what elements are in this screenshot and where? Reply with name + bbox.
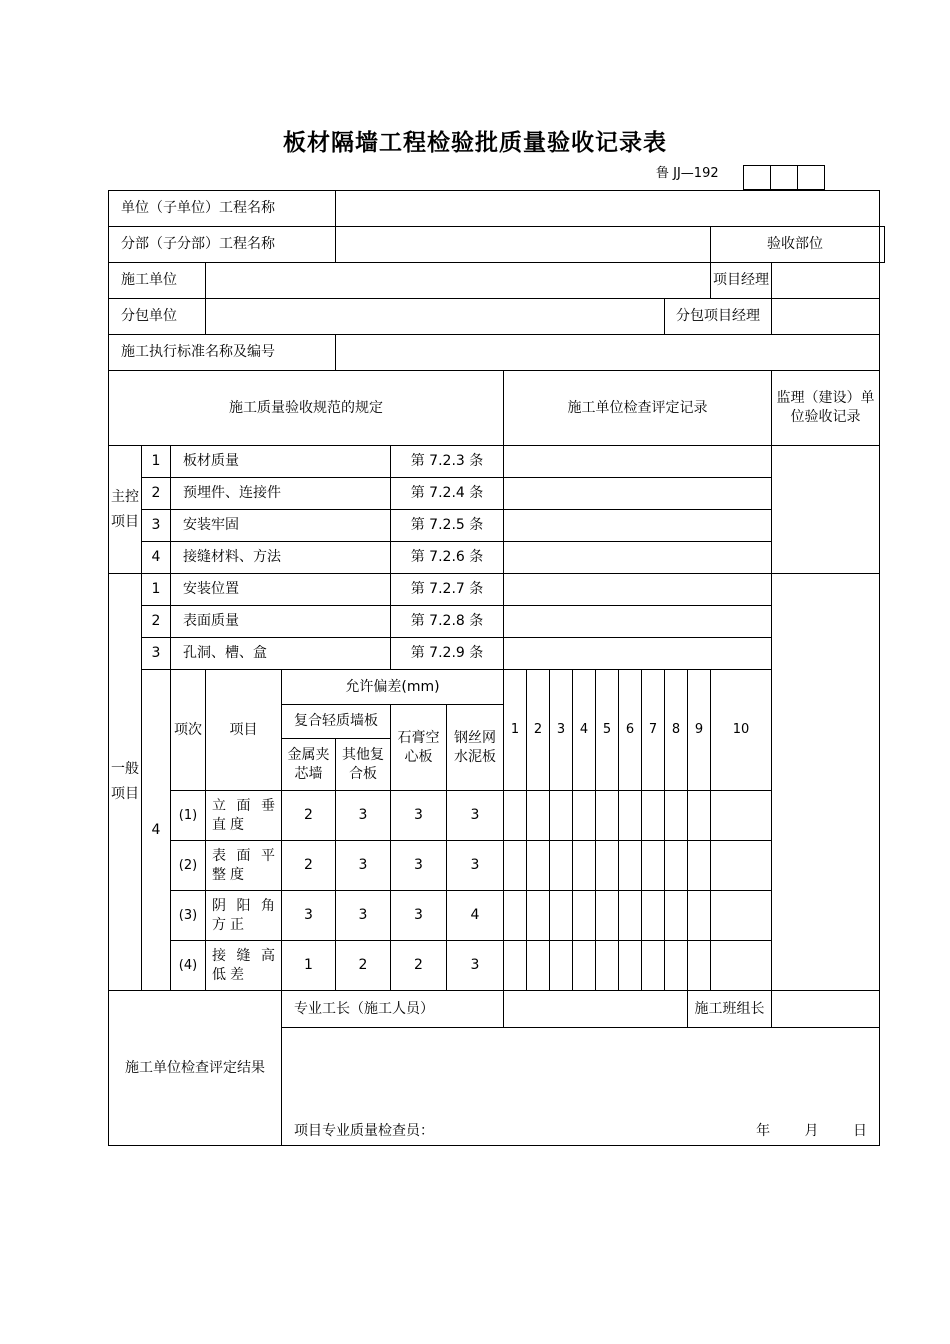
measure-cell[interactable] <box>619 891 642 941</box>
measure-cell[interactable] <box>550 841 573 891</box>
measure-cell[interactable] <box>642 891 665 941</box>
foreman-value[interactable] <box>504 991 688 1028</box>
seq-header: 项次 <box>171 670 206 791</box>
measure-cell[interactable] <box>504 891 527 941</box>
team-leader-value[interactable] <box>772 991 880 1028</box>
main-item-no: 1 <box>142 446 171 478</box>
deviation-value-other: 3 <box>336 841 391 891</box>
foreman-label: 专业工长（施工人员） <box>282 991 504 1028</box>
main-item-no: 4 <box>142 542 171 574</box>
main-item-clause: 第 7.2.4 条 <box>391 478 504 510</box>
measure-cell[interactable] <box>665 791 688 841</box>
deviation-value-mesh: 3 <box>447 841 504 891</box>
composite-board-header: 复合轻质墙板 <box>282 705 391 739</box>
deviation-value-metal: 1 <box>282 941 336 991</box>
general-item-record[interactable] <box>504 574 772 606</box>
unit-project-name-value[interactable] <box>336 191 880 227</box>
acceptance-form <box>108 190 885 1146</box>
general-item-no: 1 <box>142 574 171 606</box>
deviation-value-gypsum: 3 <box>391 791 447 841</box>
measure-cell[interactable] <box>665 891 688 941</box>
measure-cell[interactable] <box>596 791 619 841</box>
construction-unit-value[interactable] <box>206 263 711 299</box>
project-manager-value[interactable] <box>772 263 880 299</box>
measure-cell[interactable] <box>665 841 688 891</box>
allowed-deviation-header: 允许偏差(mm) <box>282 670 504 705</box>
deviation-value-other: 2 <box>336 941 391 991</box>
deviation-item: 表面平整度 <box>206 841 282 891</box>
measure-cell[interactable] <box>573 841 596 891</box>
measure-cell[interactable] <box>619 941 642 991</box>
general-item-record[interactable] <box>504 638 772 670</box>
measure-cell[interactable] <box>573 891 596 941</box>
measure-cell[interactable] <box>550 891 573 941</box>
measure-cell[interactable] <box>550 941 573 991</box>
main-item-name: 安装牢固 <box>171 510 391 542</box>
sub-project-name-value[interactable] <box>336 227 711 263</box>
point-10: 10 <box>711 670 772 791</box>
measure-cell[interactable] <box>711 791 772 841</box>
deviation-value-mesh: 4 <box>447 891 504 941</box>
main-item-record[interactable] <box>504 542 772 574</box>
subcontract-unit-label: 分包单位 <box>109 299 206 335</box>
deviation-seq: (2) <box>171 841 206 891</box>
deviation-value-other: 3 <box>336 891 391 941</box>
measure-cell[interactable] <box>619 791 642 841</box>
point-2: 2 <box>527 670 550 791</box>
measure-cell[interactable] <box>596 891 619 941</box>
measure-cell[interactable] <box>527 791 550 841</box>
deviation-value-gypsum: 2 <box>391 941 447 991</box>
main-item-record[interactable] <box>504 510 772 542</box>
code-boxes <box>744 165 825 190</box>
month-label: 月 <box>804 1123 819 1140</box>
point-6: 6 <box>619 670 642 791</box>
result-content[interactable] <box>282 1028 880 1146</box>
measure-cell[interactable] <box>504 791 527 841</box>
deviation-seq: (3) <box>171 891 206 941</box>
standard-label: 施工执行标准名称及编号 <box>109 335 336 371</box>
metal-core-header: 金属夹芯墙 <box>282 739 336 791</box>
point-7: 7 <box>642 670 665 791</box>
measure-cell[interactable] <box>527 841 550 891</box>
measure-cell[interactable] <box>619 841 642 891</box>
deviation-item: 阴阳角方正 <box>206 891 282 941</box>
subcontract-manager-value[interactable] <box>772 299 880 335</box>
measure-cell[interactable] <box>596 941 619 991</box>
measure-cell[interactable] <box>711 891 772 941</box>
supervisor-column-header: 监理（建设）单位验收记录 <box>772 371 880 446</box>
point-3: 3 <box>550 670 573 791</box>
measure-cell[interactable] <box>550 791 573 841</box>
general-items-label: 一般项目 <box>109 574 142 991</box>
main-item-name: 预埋件、连接件 <box>171 478 391 510</box>
unit-project-name-label: 单位（子单位）工程名称 <box>109 191 336 227</box>
acceptance-part-value[interactable] <box>880 227 885 263</box>
general-items-supervisor-record[interactable] <box>772 574 880 991</box>
deviation-value-metal: 2 <box>282 791 336 841</box>
general-item-name: 孔洞、槽、盒 <box>171 638 391 670</box>
measure-cell[interactable] <box>527 891 550 941</box>
measure-cell[interactable] <box>711 941 772 991</box>
point-9: 9 <box>688 670 711 791</box>
general-item-no: 2 <box>142 606 171 638</box>
deviation-item: 立面垂直度 <box>206 791 282 841</box>
deviation-value-gypsum: 3 <box>391 841 447 891</box>
point-5: 5 <box>596 670 619 791</box>
measure-cell[interactable] <box>642 841 665 891</box>
main-item-record[interactable] <box>504 446 772 478</box>
main-item-clause: 第 7.2.6 条 <box>391 542 504 574</box>
result-label: 施工单位检查评定结果 <box>109 991 282 1146</box>
measure-cell[interactable] <box>688 841 711 891</box>
measure-cell[interactable] <box>642 941 665 991</box>
year-label: 年 <box>756 1123 771 1140</box>
main-item-clause: 第 7.2.3 条 <box>391 446 504 478</box>
deviation-value-other: 3 <box>336 791 391 841</box>
point-1: 1 <box>504 670 527 791</box>
main-item-name: 接缝材料、方法 <box>171 542 391 574</box>
deviation-seq: (4) <box>171 941 206 991</box>
general-item-name: 安装位置 <box>171 574 391 606</box>
main-item-name: 板材质量 <box>171 446 391 478</box>
general-item-name: 表面质量 <box>171 606 391 638</box>
measure-cell[interactable] <box>688 891 711 941</box>
deviation-value-metal: 2 <box>282 841 336 891</box>
deviation-value-mesh: 3 <box>447 941 504 991</box>
measure-cell[interactable] <box>573 791 596 841</box>
measure-cell[interactable] <box>642 791 665 841</box>
general-item-clause: 第 7.2.8 条 <box>391 606 504 638</box>
standard-value[interactable] <box>336 335 880 371</box>
general-item-no: 3 <box>142 638 171 670</box>
team-leader-label: 施工班组长 <box>688 991 772 1028</box>
main-item-no: 2 <box>142 478 171 510</box>
general-item-clause: 第 7.2.9 条 <box>391 638 504 670</box>
measure-cell[interactable] <box>596 841 619 891</box>
main-item-clause: 第 7.2.5 条 <box>391 510 504 542</box>
spec-column-header: 施工质量验收规范的规定 <box>109 371 504 446</box>
gypsum-board-header: 石膏空心板 <box>391 705 447 791</box>
deviation-value-mesh: 3 <box>447 791 504 841</box>
project-manager-label: 项目经理 <box>711 263 772 299</box>
measure-cell[interactable] <box>688 941 711 991</box>
inspector-label: 项目专业质量检查员： <box>294 1123 434 1140</box>
day-label: 日 <box>853 1123 867 1140</box>
deviation-item: 接缝高低差 <box>206 941 282 991</box>
date-line <box>726 1122 867 1141</box>
subcontract-unit-value[interactable] <box>206 299 665 335</box>
measure-cell[interactable] <box>504 841 527 891</box>
general-item-clause: 第 7.2.7 条 <box>391 574 504 606</box>
deviation-seq: (1) <box>171 791 206 841</box>
measure-cell[interactable] <box>688 791 711 841</box>
document-title: 板材隔墙工程检验批质量验收记录表 <box>283 130 667 156</box>
measure-cell[interactable] <box>665 941 688 991</box>
sub-project-name-label: 分部（子分部）工程名称 <box>109 227 336 263</box>
measure-cell[interactable] <box>527 941 550 991</box>
subcontract-manager-label: 分包项目经理 <box>665 299 772 335</box>
acceptance-table <box>108 190 885 1146</box>
check-record-column-header: 施工单位检查评定记录 <box>504 371 772 446</box>
acceptance-part-label: 验收部位 <box>711 227 880 263</box>
measure-cell[interactable] <box>711 841 772 891</box>
point-8: 8 <box>665 670 688 791</box>
other-composite-header: 其他复合板 <box>336 739 391 791</box>
general-item-record[interactable] <box>504 606 772 638</box>
item-header: 项目 <box>206 670 282 791</box>
main-items-supervisor-record[interactable] <box>772 446 880 574</box>
measure-cell[interactable] <box>573 941 596 991</box>
main-items-label: 主控项目 <box>109 446 142 574</box>
construction-unit-label: 施工单位 <box>109 263 206 299</box>
mesh-board-header: 钢丝网水泥板 <box>447 705 504 791</box>
deviation-item-no: 4 <box>142 670 171 991</box>
main-item-record[interactable] <box>504 478 772 510</box>
deviation-value-gypsum: 3 <box>391 891 447 941</box>
point-4: 4 <box>573 670 596 791</box>
main-item-no: 3 <box>142 510 171 542</box>
measure-cell[interactable] <box>504 941 527 991</box>
deviation-value-metal: 3 <box>282 891 336 941</box>
form-code: 鲁 JJ—192 <box>656 166 719 181</box>
